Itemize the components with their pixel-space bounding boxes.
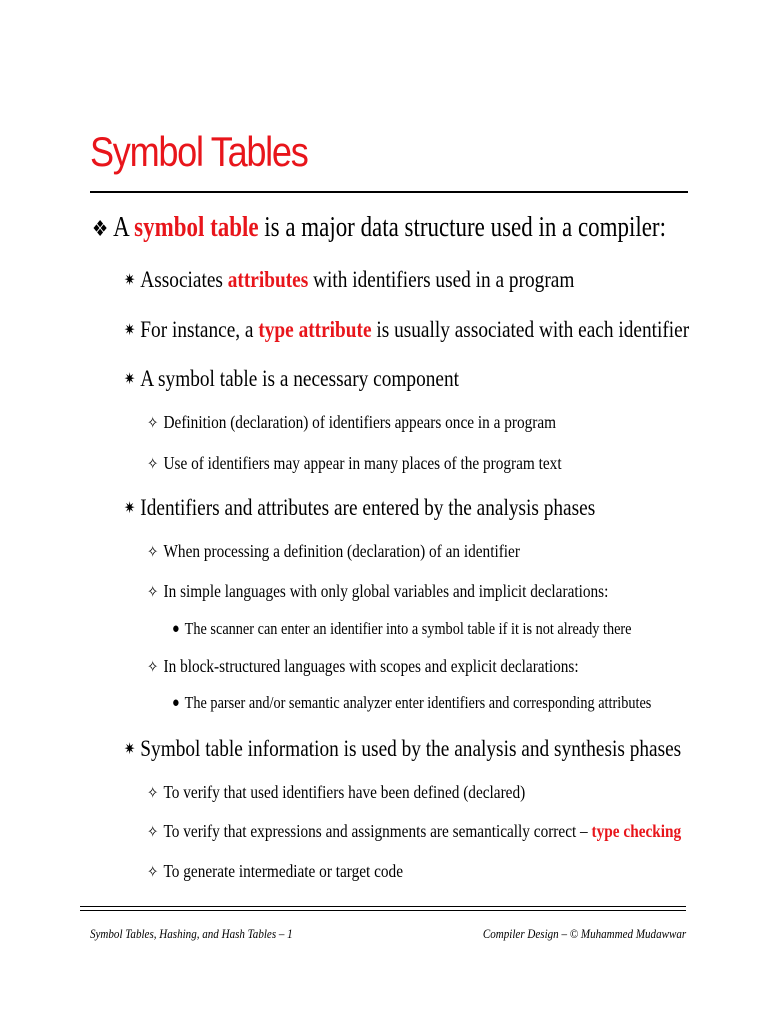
sparkle-bullet-icon: ✧ — [147, 456, 159, 473]
bullet-line-16 — [147, 862, 403, 881]
bullet-line-1 — [92, 214, 666, 242]
diamond-bullet-icon: ❖ — [92, 216, 109, 241]
bullet-line-11 — [147, 657, 579, 676]
bullet-line-3 — [124, 318, 689, 341]
sparkle-bullet-icon: ✧ — [147, 415, 159, 432]
star-bullet-icon: ✷ — [124, 741, 136, 758]
line-5-text: Definition (declaration) of identifiers appears once in a program — [163, 412, 557, 432]
line-12-text: The parser and/or semantic analyzer enter identifiers and corresponding attributes — [184, 693, 652, 712]
line-4-text: A symbol table is a necessary component — [140, 366, 460, 391]
line-1-highlight: symbol table — [134, 212, 259, 243]
bullet-line-10 — [172, 620, 632, 637]
line-16-text: To generate intermediate or target code — [163, 861, 404, 881]
page-title: Symbol Tables — [90, 128, 308, 175]
star-bullet-icon: ✷ — [124, 322, 136, 339]
title-divider — [90, 191, 688, 193]
sparkle-bullet-icon: ✧ — [147, 824, 159, 841]
line-14-text: To verify that used identifiers have been defined (declared) — [163, 782, 526, 802]
line-15-highlight: type checking — [591, 821, 682, 841]
bullet-line-8 — [147, 542, 520, 561]
line-1-post: is a major data structure used in a compiler: — [258, 212, 666, 243]
sparkle-bullet-icon: ✧ — [147, 785, 159, 802]
line-8-text: When processing a definition (declaration) of an identifier — [163, 541, 520, 561]
line-2-pre: Associates — [140, 267, 228, 292]
sparkle-bullet-icon: ✧ — [147, 544, 159, 561]
bullet-line-13 — [124, 737, 681, 760]
line-2-post: with identifiers used in a program — [308, 267, 575, 292]
line-6-text: Use of identifiers may appear in many places of the program text — [163, 453, 562, 473]
sparkle-bullet-icon: ✧ — [147, 659, 159, 676]
dot-bullet-icon: ● — [172, 695, 180, 711]
footer-right: Compiler Design – © Muhammed Mudawwar — [482, 926, 686, 941]
footer-left: Symbol Tables, Hashing, and Hash Tables – 1 — [90, 926, 293, 941]
line-3-pre: For instance, a — [140, 317, 259, 342]
line-10-text: The scanner can enter an identifier into a symbol table if it is not already there — [184, 619, 632, 638]
line-11-text: In block-structured languages with scopes and explicit declarations: — [163, 656, 579, 676]
line-15-pre: To verify that expressions and assignments are semantically correct – — [163, 821, 592, 841]
bullet-line-12 — [172, 694, 651, 711]
bullet-line-4 — [124, 367, 459, 390]
footer-divider-bottom — [80, 910, 686, 911]
line-3-highlight: type attribute — [258, 317, 372, 342]
line-3-post: is usually associated with each identifier — [371, 317, 690, 342]
bullet-line-14 — [147, 783, 525, 802]
sparkle-bullet-icon: ✧ — [147, 584, 159, 601]
line-7-text: Identifiers and attributes are entered by the analysis phases — [140, 495, 596, 520]
footer-divider-top — [80, 906, 686, 907]
bullet-line-7 — [124, 496, 595, 519]
line-2-highlight: attributes — [227, 267, 309, 292]
bullet-line-15 — [147, 822, 681, 841]
bullet-line-6 — [147, 454, 562, 473]
star-bullet-icon: ✷ — [124, 272, 136, 289]
bullet-line-5 — [147, 413, 556, 432]
line-1-pre: A — [113, 212, 135, 243]
sparkle-bullet-icon: ✧ — [147, 864, 159, 881]
line-13-text: Symbol table information is used by the analysis and synthesis phases — [140, 736, 682, 761]
bullet-line-9 — [147, 582, 608, 601]
line-9-text: In simple languages with only global variables and implicit declarations: — [163, 581, 609, 601]
star-bullet-icon: ✷ — [124, 371, 136, 388]
dot-bullet-icon: ● — [172, 621, 180, 637]
bullet-line-2 — [124, 268, 574, 291]
star-bullet-icon: ✷ — [124, 500, 136, 517]
